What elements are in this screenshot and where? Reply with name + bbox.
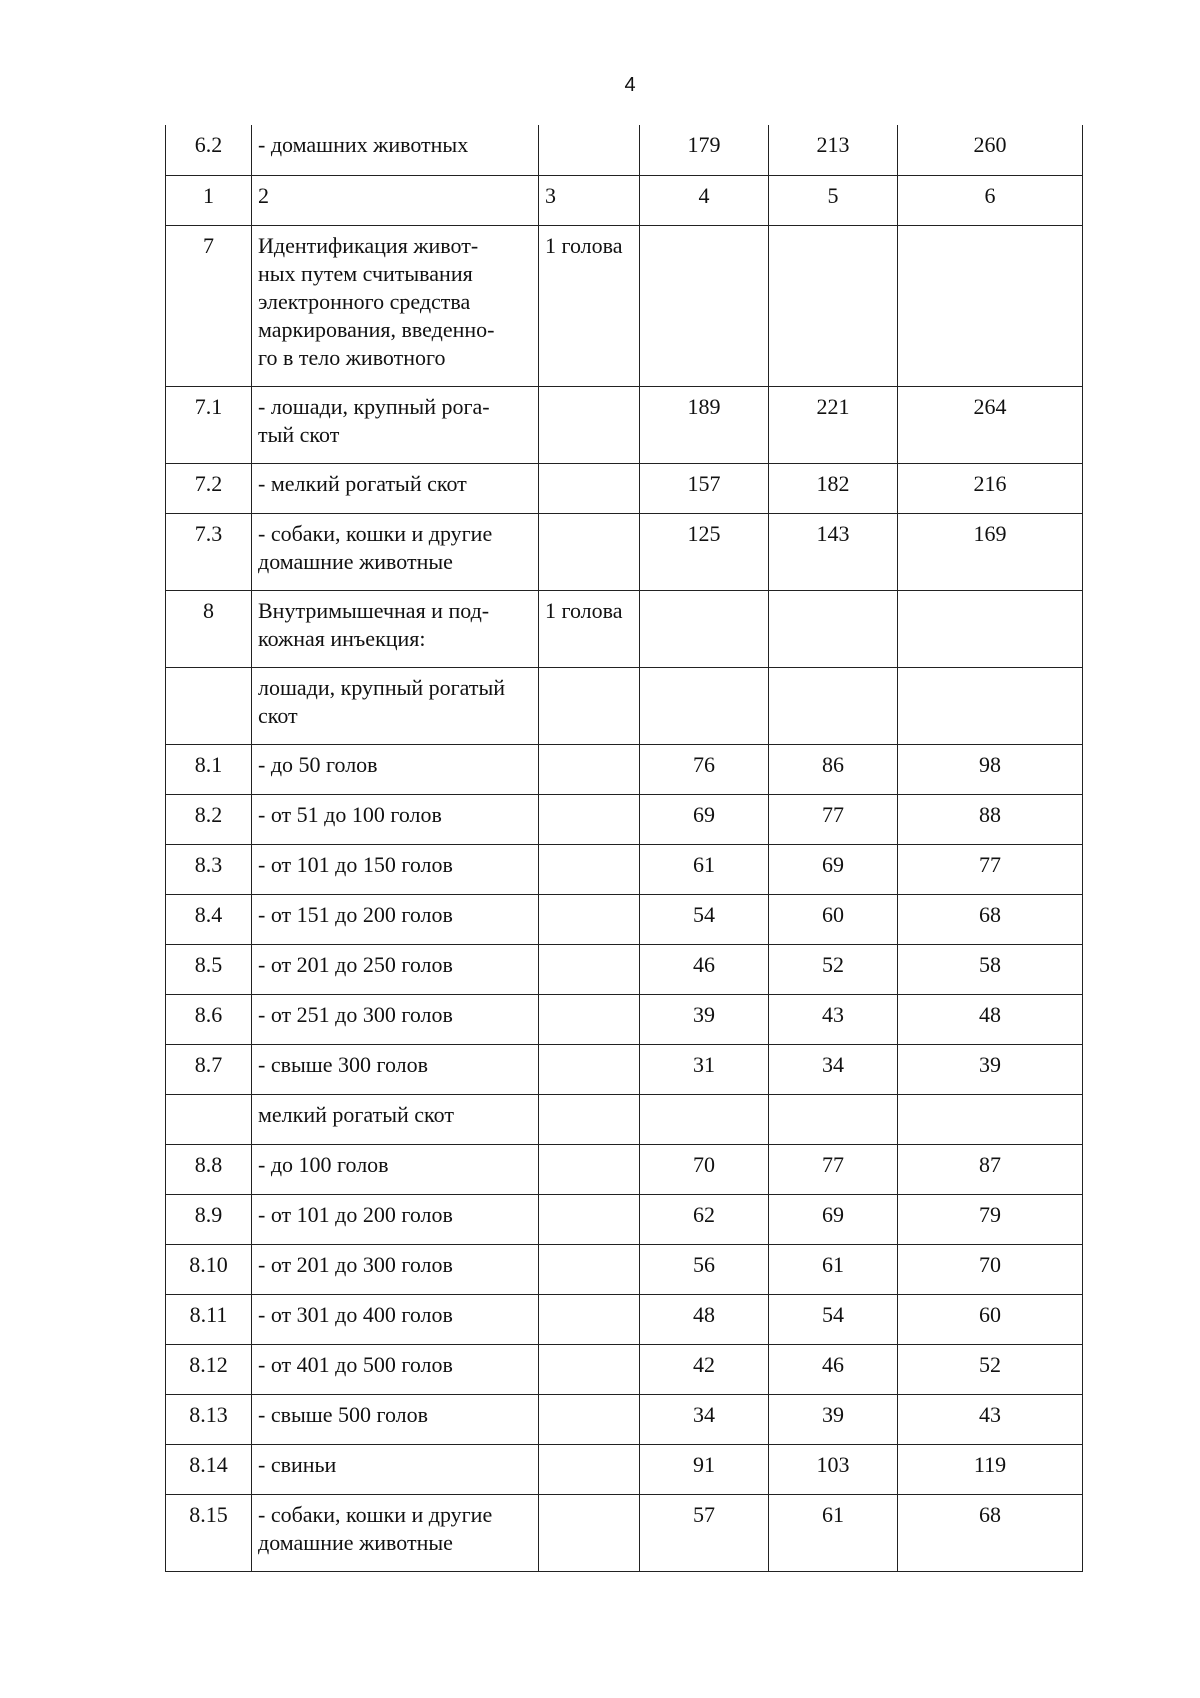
price-col5-cell: 52	[769, 944, 898, 994]
price-col4-cell: 61	[640, 844, 769, 894]
unit-cell	[539, 1344, 640, 1394]
price-col5-cell: 77	[769, 794, 898, 844]
price-col6-cell	[898, 225, 1083, 386]
service-name-cell: - свиньи	[252, 1444, 539, 1494]
price-col6-cell: 43	[898, 1394, 1083, 1444]
row-number-cell: 8.7	[166, 1044, 252, 1094]
price-col6-cell: 98	[898, 744, 1083, 794]
service-name-cell: - от 51 до 100 голов	[252, 794, 539, 844]
row-number-cell: 8.13	[166, 1394, 252, 1444]
price-col5-cell	[769, 667, 898, 744]
price-col4-cell: 54	[640, 894, 769, 944]
unit-cell	[539, 667, 640, 744]
unit-cell	[539, 1444, 640, 1494]
column-numbers-row	[166, 175, 1083, 225]
table-row	[166, 944, 1083, 994]
table-row	[166, 894, 1083, 944]
row-number-cell: 8.1	[166, 744, 252, 794]
service-name-cell: мелкий рогатый скот	[252, 1094, 539, 1144]
unit-cell	[539, 513, 640, 590]
unit-cell	[539, 894, 640, 944]
price-col5-cell: 143	[769, 513, 898, 590]
price-col6-cell: 169	[898, 513, 1083, 590]
price-col6-cell: 58	[898, 944, 1083, 994]
price-col4-cell: 189	[640, 386, 769, 463]
price-col6-cell	[898, 590, 1083, 667]
price-col5-cell: 182	[769, 463, 898, 513]
table-row	[166, 590, 1083, 667]
unit-cell	[539, 1244, 640, 1294]
price-col4-cell: 48	[640, 1294, 769, 1344]
price-col5-cell: 69	[769, 844, 898, 894]
price-col6-cell: 216	[898, 463, 1083, 513]
price-col4-cell: 57	[640, 1494, 769, 1571]
unit-cell	[539, 1044, 640, 1094]
service-name-cell: - от 201 до 300 голов	[252, 1244, 539, 1294]
price-col6-cell: 68	[898, 894, 1083, 944]
service-name-cell: - свыше 300 голов	[252, 1044, 539, 1094]
table-row	[166, 1394, 1083, 1444]
service-name-cell: - от 101 до 200 голов	[252, 1194, 539, 1244]
row-number-cell: 7	[166, 225, 252, 386]
price-col6-cell: 6	[898, 175, 1083, 225]
unit-cell: 1 голова	[539, 225, 640, 386]
price-col5-cell: 69	[769, 1194, 898, 1244]
service-name-cell: - от 251 до 300 голов	[252, 994, 539, 1044]
unit-cell	[539, 1294, 640, 1344]
row-number-cell: 7.2	[166, 463, 252, 513]
price-col5-cell: 86	[769, 744, 898, 794]
price-col6-cell: 68	[898, 1494, 1083, 1571]
price-col6-cell	[898, 667, 1083, 744]
table-row	[166, 1044, 1083, 1094]
service-name-cell: - от 101 до 150 голов	[252, 844, 539, 894]
tariff-table	[165, 125, 1083, 1572]
price-col5-cell: 54	[769, 1294, 898, 1344]
table-row	[166, 225, 1083, 386]
price-col4-cell: 42	[640, 1344, 769, 1394]
price-col5-cell: 43	[769, 994, 898, 1044]
row-number-cell: 7.1	[166, 386, 252, 463]
price-col4-cell: 157	[640, 463, 769, 513]
row-number-cell	[166, 667, 252, 744]
price-col6-cell: 39	[898, 1044, 1083, 1094]
price-col6-cell: 87	[898, 1144, 1083, 1194]
price-col4-cell: 62	[640, 1194, 769, 1244]
unit-cell	[539, 844, 640, 894]
price-col6-cell: 88	[898, 794, 1083, 844]
unit-cell	[539, 794, 640, 844]
service-name-cell: - домашних животных	[252, 125, 539, 175]
price-col6-cell: 48	[898, 994, 1083, 1044]
row-number-cell: 8.12	[166, 1344, 252, 1394]
price-col6-cell: 264	[898, 386, 1083, 463]
row-number-cell: 8.8	[166, 1144, 252, 1194]
table-row	[166, 513, 1083, 590]
unit-cell: 1 голова	[539, 590, 640, 667]
price-col5-cell	[769, 225, 898, 386]
price-col6-cell: 52	[898, 1344, 1083, 1394]
price-col4-cell: 46	[640, 944, 769, 994]
service-name-cell: - от 151 до 200 голов	[252, 894, 539, 944]
price-col4-cell: 4	[640, 175, 769, 225]
row-number-cell: 8.14	[166, 1444, 252, 1494]
service-name-cell: - свыше 500 голов	[252, 1394, 539, 1444]
row-number-cell: 7.3	[166, 513, 252, 590]
service-name-cell: - до 100 голов	[252, 1144, 539, 1194]
price-col4-cell: 69	[640, 794, 769, 844]
service-name-cell: - собаки, кошки и другие домашние животные	[252, 1494, 539, 1571]
row-number-cell: 8.4	[166, 894, 252, 944]
price-col6-cell: 119	[898, 1444, 1083, 1494]
price-col5-cell	[769, 590, 898, 667]
price-col4-cell: 179	[640, 125, 769, 175]
service-name-cell: Внутримышечная и под- кожная инъекция:	[252, 590, 539, 667]
row-number-cell: 1	[166, 175, 252, 225]
price-col5-cell: 61	[769, 1244, 898, 1294]
table-row	[166, 1494, 1083, 1571]
page-number: 4	[624, 74, 636, 96]
service-name-cell: лошади, крупный рогатый скот	[252, 667, 539, 744]
table-row	[166, 386, 1083, 463]
price-col5-cell: 39	[769, 1394, 898, 1444]
price-col5-cell: 61	[769, 1494, 898, 1571]
row-number-cell: 8.3	[166, 844, 252, 894]
price-col4-cell: 34	[640, 1394, 769, 1444]
table-row	[166, 1294, 1083, 1344]
row-number-cell: 8.11	[166, 1294, 252, 1344]
unit-cell	[539, 1094, 640, 1144]
row-number-cell: 8.2	[166, 794, 252, 844]
price-col6-cell: 79	[898, 1194, 1083, 1244]
service-name-cell: - лошади, крупный рога- тый скот	[252, 386, 539, 463]
service-name-cell: - от 401 до 500 голов	[252, 1344, 539, 1394]
price-col5-cell: 60	[769, 894, 898, 944]
table-row	[166, 844, 1083, 894]
price-col4-cell: 56	[640, 1244, 769, 1294]
price-col4-cell: 76	[640, 744, 769, 794]
row-number-cell: 8.15	[166, 1494, 252, 1571]
price-col4-cell: 70	[640, 1144, 769, 1194]
table-row	[166, 1244, 1083, 1294]
row-number-cell: 6.2	[166, 125, 252, 175]
price-col5-cell: 221	[769, 386, 898, 463]
price-col4-cell	[640, 590, 769, 667]
service-name-cell: - мелкий рогатый скот	[252, 463, 539, 513]
price-col4-cell	[640, 225, 769, 386]
unit-cell: 3	[539, 175, 640, 225]
unit-cell	[539, 386, 640, 463]
table-row	[166, 744, 1083, 794]
price-col6-cell: 77	[898, 844, 1083, 894]
table-row	[166, 1444, 1083, 1494]
table-row	[166, 667, 1083, 744]
table-row	[166, 1194, 1083, 1244]
price-col4-cell: 31	[640, 1044, 769, 1094]
price-col4-cell: 39	[640, 994, 769, 1044]
price-col5-cell: 46	[769, 1344, 898, 1394]
price-col6-cell: 60	[898, 1294, 1083, 1344]
price-col5-cell: 103	[769, 1444, 898, 1494]
service-name-cell: - от 201 до 250 голов	[252, 944, 539, 994]
row-number-cell: 8	[166, 590, 252, 667]
price-col4-cell: 125	[640, 513, 769, 590]
row-number-cell	[166, 1094, 252, 1144]
price-col5-cell: 34	[769, 1044, 898, 1094]
price-col6-cell: 70	[898, 1244, 1083, 1294]
service-name-cell: - от 301 до 400 голов	[252, 1294, 539, 1344]
table-row	[166, 463, 1083, 513]
table-row	[166, 794, 1083, 844]
table-body	[166, 125, 1083, 1571]
price-col4-cell	[640, 1094, 769, 1144]
table-row	[166, 1094, 1083, 1144]
price-col4-cell: 91	[640, 1444, 769, 1494]
unit-cell	[539, 1494, 640, 1571]
service-name-cell: Идентификация живот- ных путем считывания электронного средства маркирования, введенно- го в тело животного	[252, 225, 539, 386]
row-number-cell: 8.6	[166, 994, 252, 1044]
table-row	[166, 1144, 1083, 1194]
price-col4-cell	[640, 667, 769, 744]
unit-cell	[539, 125, 640, 175]
price-col5-cell	[769, 1094, 898, 1144]
table-row	[166, 994, 1083, 1044]
unit-cell	[539, 1144, 640, 1194]
unit-cell	[539, 463, 640, 513]
service-name-cell: - до 50 голов	[252, 744, 539, 794]
service-name-cell: - собаки, кошки и другие домашние животные	[252, 513, 539, 590]
service-name-cell: 2	[252, 175, 539, 225]
price-col5-cell: 5	[769, 175, 898, 225]
unit-cell	[539, 994, 640, 1044]
price-col6-cell: 260	[898, 125, 1083, 175]
table-row	[166, 125, 1083, 175]
unit-cell	[539, 744, 640, 794]
price-col5-cell: 77	[769, 1144, 898, 1194]
unit-cell	[539, 1194, 640, 1244]
row-number-cell: 8.9	[166, 1194, 252, 1244]
unit-cell	[539, 944, 640, 994]
price-col5-cell: 213	[769, 125, 898, 175]
table-row	[166, 1344, 1083, 1394]
row-number-cell: 8.10	[166, 1244, 252, 1294]
price-col6-cell	[898, 1094, 1083, 1144]
row-number-cell: 8.5	[166, 944, 252, 994]
unit-cell	[539, 1394, 640, 1444]
